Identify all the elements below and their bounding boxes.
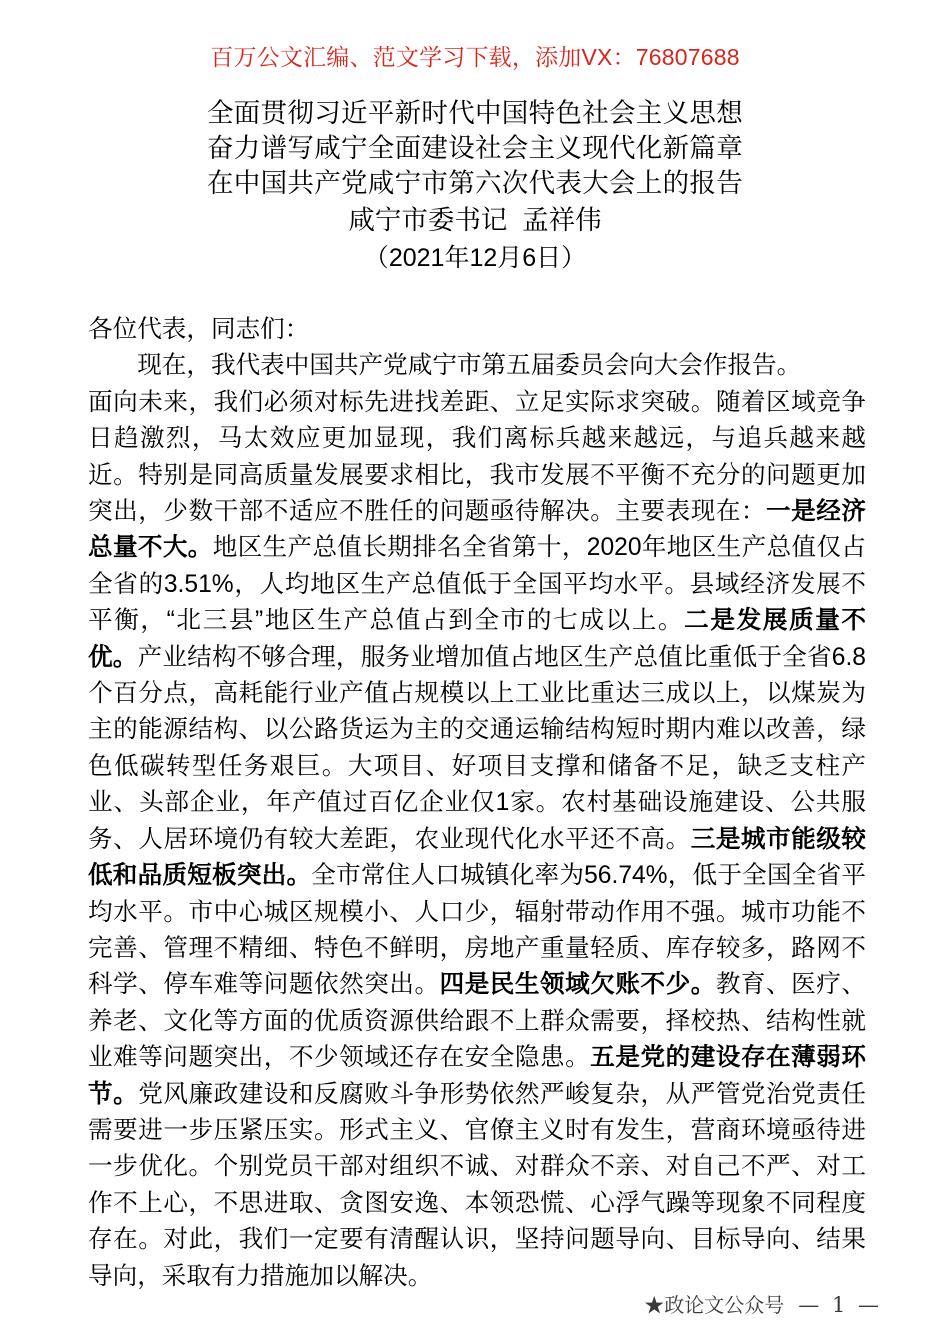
body-segment-3: 产业结构不够合理，服务业增加值占地区生产总值比重低于全省6.8个百分点，高耗能行业产值占规模以上工业比重达三成以上，以煤炭为主的能源结构、以公路货运为主的交通运输结构短时期内难以改善，绿色低碳转型任务艰巨。大项目、好项目支撑和储备不足，缺乏支柱产业、头部企业，年产值过百亿企业仅1家。农村基础设施建设、公共服务、人居环境仍有较大差距，农业现代化水平还不高。 xyxy=(88,643,866,853)
opening-paragraph: 现在，我代表中国共产党咸宁市第五届委员会向大会作报告。 xyxy=(137,352,802,380)
body-segment-2: 地区生产总值长期排名全省第十，2020年地区生产总值仅占全省的3.51%，人均地区生产总值低于全国平均水平。县域经济发展不平衡，“北三县”地区生产总值占到全市的七成以上。 xyxy=(88,534,866,635)
page-number: — 1 — xyxy=(798,1293,882,1317)
body-segment-5: 教育、医疗、养老、文化等方面的优质资源供给跟不上群众需要，择校热、结构性就业难等问题突出，不少领域还存在安全隐患。 xyxy=(88,971,866,1072)
body-segment-4: 全市常住人口城镇化率为56.74%，低于全国全省平均水平。市中心城区规模小、人口少，辐射带动作用不强。城市功能不完善、管理不精细、特色不鲜明，房地产重量轻质、库存较多，路网不科学、停车难等问题依然突出。 xyxy=(88,862,866,999)
bold-lead-1: 一是经济总量不大。 xyxy=(88,498,866,562)
main-paragraph xyxy=(88,385,866,1295)
footer-inner xyxy=(644,1292,882,1318)
document-title-line-2: 奋力谱写咸宁全面建设社会主义现代化新篇章 xyxy=(207,133,743,163)
promo-banner: 百万公文汇编、范文学习下载，添加VX：76807688 xyxy=(210,44,740,70)
watermark-label: ★政论文公众号 xyxy=(644,1293,785,1317)
document-byline: 咸宁市委书记 孟祥伟 xyxy=(348,205,602,235)
document-dateline: （2021年12月6日） xyxy=(363,244,587,272)
title-block xyxy=(0,96,950,275)
body-segment-6: 党风廉政建设和反腐败斗争形势依然严峻复杂，从严管党治党责任需要进一步压紧压实。形式主义、官僚主义时有发生，营商环境亟待进一步优化。个别党员干部对组织不诚、对群众不亲、对自己不严、对工作不上心，不思进取、贪图安逸、本领恐慌、心浮气躁等现象不同程度存在。对此，我们一定要有清醒认识，坚持问题导向、目标导向、结果导向，采取有力措施加以解决。 xyxy=(88,1080,866,1290)
bold-lead-4: 四是民生领域欠账不少。 xyxy=(439,971,716,999)
bold-lead-2: 二是发展质量不优。 xyxy=(88,607,866,671)
document-title-line-3: 在中国共产党咸宁市第六次代表大会上的报告 xyxy=(207,168,743,198)
document-body xyxy=(88,312,866,1295)
body-segment-1: 面向未来，我们必须对标先进找差距、立足实际求突破。随着区域竞争日趋激烈，马太效应更加显现，我们离标兵越来越远，与追兵越来越近。特别是同高质量发展要求相比，我市发展不平衡不充分的问题更加突出，少数干部不适应不胜任的问题亟待解决。主要表现在： xyxy=(88,388,866,526)
bold-lead-3: 三是城市能级较低和品质短板突出。 xyxy=(88,825,866,890)
bold-lead-5: 五是党的建设存在薄弱环节。 xyxy=(88,1044,866,1108)
salutation-paragraph: 各位代表，同志们： xyxy=(88,316,310,343)
document-title-line-1: 全面贯彻习近平新时代中国特色社会主义思想 xyxy=(207,98,743,128)
